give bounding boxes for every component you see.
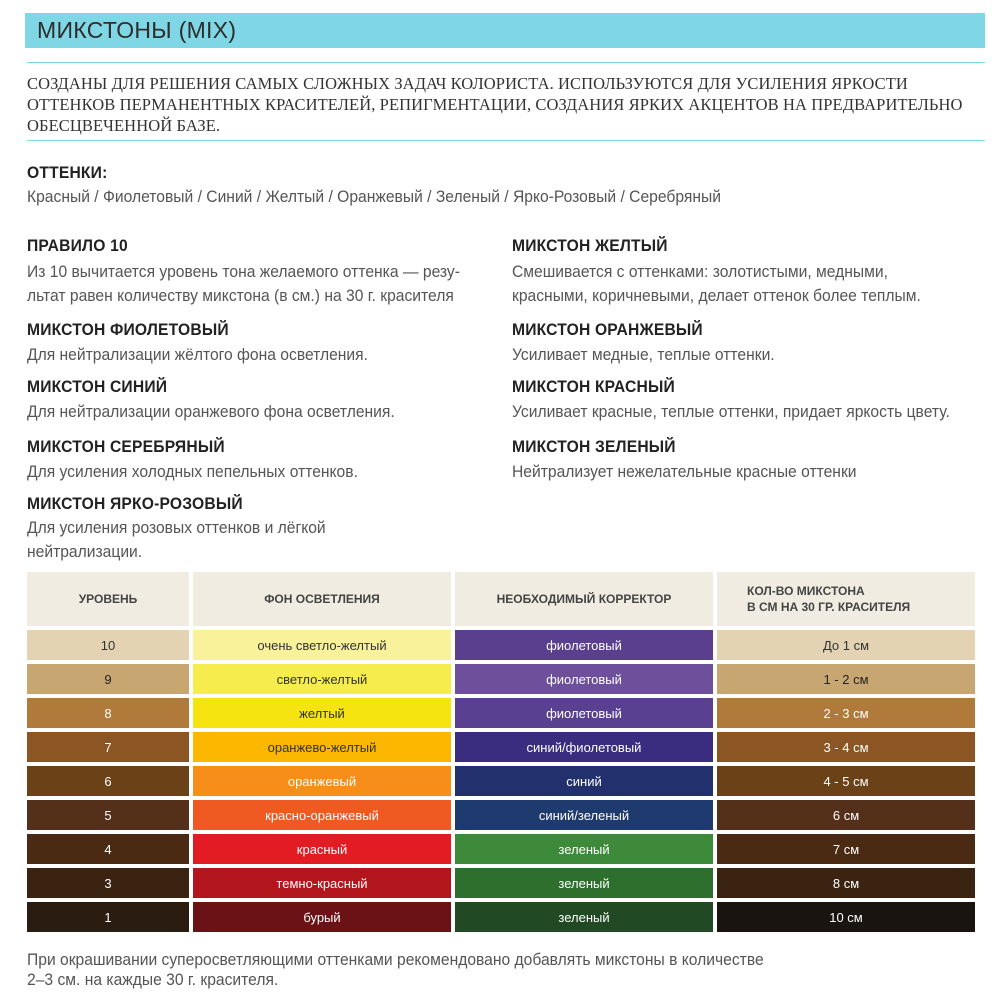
section-heading-pink: МИКСТОН ЯРКО-РОЗОВЫЙ — [27, 494, 243, 513]
level-cell: 4 — [27, 834, 189, 864]
section-text-blue: Для нейтрализации оранжевого фона осветления. — [27, 402, 395, 421]
section-text-green: Нейтрализует нежелательные красные оттенки — [512, 462, 857, 481]
table-header-row — [27, 572, 975, 626]
level-cell: 5 — [27, 800, 189, 830]
text-line: льтат равен количеству микстона (в см.) на 30 г. красителя — [27, 286, 454, 305]
corrector-cell: зеленый — [455, 902, 713, 932]
mixton-table — [23, 568, 979, 936]
amount-cell: 6 см — [717, 800, 975, 830]
level-cell: 1 — [27, 902, 189, 932]
header-amount-line: В СМ НА 30 ГР. КРАСИТЕЛЯ — [747, 600, 911, 614]
header-amount-line: КОЛ-ВО МИКСТОНА — [747, 584, 865, 598]
background-cell: оранжевый — [193, 766, 451, 796]
background-cell: оранжево-желтый — [193, 732, 451, 762]
header-amount — [717, 572, 975, 626]
shades-heading: ОТТЕНКИ: — [27, 163, 108, 182]
table-row — [27, 800, 975, 830]
footer-note — [27, 950, 855, 990]
corrector-cell: синий/зеленый — [455, 800, 713, 830]
footer-line: 2–3 см. на каждые 30 г. красителя. — [27, 970, 279, 989]
section-heading-violet: МИКСТОН ФИОЛЕТОВЫЙ — [27, 320, 229, 339]
header-corrector: НЕОБХОДИМЫЙ КОРРЕКТОР — [455, 572, 713, 626]
table-row — [27, 766, 975, 796]
page-title: МИКСТОНЫ (MIX) — [37, 17, 237, 43]
section-heading-red: МИКСТОН КРАСНЫЙ — [512, 377, 675, 396]
amount-cell: 7 см — [717, 834, 975, 864]
amount-cell: 1 - 2 см — [717, 664, 975, 694]
table-row — [27, 630, 975, 660]
divider — [27, 140, 985, 141]
divider — [27, 62, 985, 63]
corrector-cell: зеленый — [455, 868, 713, 898]
title-bar — [25, 13, 985, 48]
header-background: ФОН ОСВЕТЛЕНИЯ — [193, 572, 451, 626]
background-cell: желтый — [193, 698, 451, 728]
section-text-orange: Усиливает медные, теплые оттенки. — [512, 345, 775, 364]
background-cell: темно-красный — [193, 868, 451, 898]
section-heading-green: МИКСТОН ЗЕЛЕНЫЙ — [512, 437, 676, 456]
section-heading-silver: МИКСТОН СЕРЕБРЯНЫЙ — [27, 437, 225, 456]
amount-cell: 8 см — [717, 868, 975, 898]
table-row — [27, 664, 975, 694]
text-line: Смешивается с оттенками: золотистыми, медными, — [512, 262, 888, 281]
section-heading-orange: МИКСТОН ОРАНЖЕВЫЙ — [512, 320, 703, 339]
background-cell: красный — [193, 834, 451, 864]
corrector-cell: синий — [455, 766, 713, 796]
footer-line: При окрашивании суперосветляющими оттенками рекомендовано добавлять микстоны в количестве — [27, 950, 764, 969]
background-cell: светло-желтый — [193, 664, 451, 694]
table-row — [27, 732, 975, 762]
background-cell: бурый — [193, 902, 451, 932]
corrector-cell: зеленый — [455, 834, 713, 864]
shades-list: Красный / Фиолетовый / Синий / Желтый / Оранжевый / Зеленый / Ярко-Розовый / Серебряный — [27, 187, 721, 206]
background-cell: красно-оранжевый — [193, 800, 451, 830]
amount-cell: 4 - 5 см — [717, 766, 975, 796]
table-row — [27, 902, 975, 932]
amount-cell: 2 - 3 см — [717, 698, 975, 728]
level-cell: 10 — [27, 630, 189, 660]
corrector-cell: синий/фиолетовый — [455, 732, 713, 762]
section-heading-rule10: ПРАВИЛО 10 — [27, 236, 128, 255]
corrector-cell: фиолетовый — [455, 698, 713, 728]
corrector-cell: фиолетовый — [455, 664, 713, 694]
section-text-violet: Для нейтрализации жёлтого фона осветления. — [27, 345, 368, 364]
intro-text: СОЗДАНЫ ДЛЯ РЕШЕНИЯ САМЫХ СЛОЖНЫХ ЗАДАЧ КОЛОРИСТА. ИСПОЛЬЗУЮТСЯ ДЛЯ УСИЛЕНИЯ ЯРКОСТИ ОТТЕНКОВ ПЕРМАНЕНТНЫХ КРАСИТЕЛЕЙ, РЕПИГМЕНТАЦИИ, СОЗДАНИЯ ЯРКИХ АКЦЕНТОВ НА ПРЕДВАРИТЕЛЬНО ОБЕСЦВЕЧЕННОЙ БАЗЕ. — [27, 74, 963, 135]
level-cell: 7 — [27, 732, 189, 762]
header-level: УРОВЕНЬ — [27, 572, 189, 626]
text-line: Из 10 вычитается уровень тона желаемого оттенка — резу- — [27, 262, 460, 281]
table-row — [27, 698, 975, 728]
section-text-rule10 — [27, 260, 460, 308]
background-cell: очень светло-желтый — [193, 630, 451, 660]
amount-cell: 10 см — [717, 902, 975, 932]
level-cell: 8 — [27, 698, 189, 728]
corrector-cell: фиолетовый — [455, 630, 713, 660]
table-row — [27, 834, 975, 864]
level-cell: 6 — [27, 766, 189, 796]
section-text-silver: Для усиления холодных пепельных оттенков. — [27, 462, 358, 481]
text-line: нейтрализации. — [27, 542, 143, 561]
amount-cell: 3 - 4 см — [717, 732, 975, 762]
section-text-yellow — [512, 260, 921, 308]
section-heading-yellow: МИКСТОН ЖЕЛТЫЙ — [512, 236, 668, 255]
section-heading-blue: МИКСТОН СИНИЙ — [27, 377, 168, 396]
section-text-red: Усиливает красные, теплые оттенки, придает яркость цвету. — [512, 402, 950, 421]
level-cell: 9 — [27, 664, 189, 694]
level-cell: 3 — [27, 868, 189, 898]
text-line: Для усиления розовых оттенков и лёгкой — [27, 518, 326, 537]
text-line: красными, коричневыми, делает оттенок более теплым. — [512, 286, 921, 305]
amount-cell: До 1 см — [717, 630, 975, 660]
section-text-pink — [27, 516, 326, 564]
table-row — [27, 868, 975, 898]
